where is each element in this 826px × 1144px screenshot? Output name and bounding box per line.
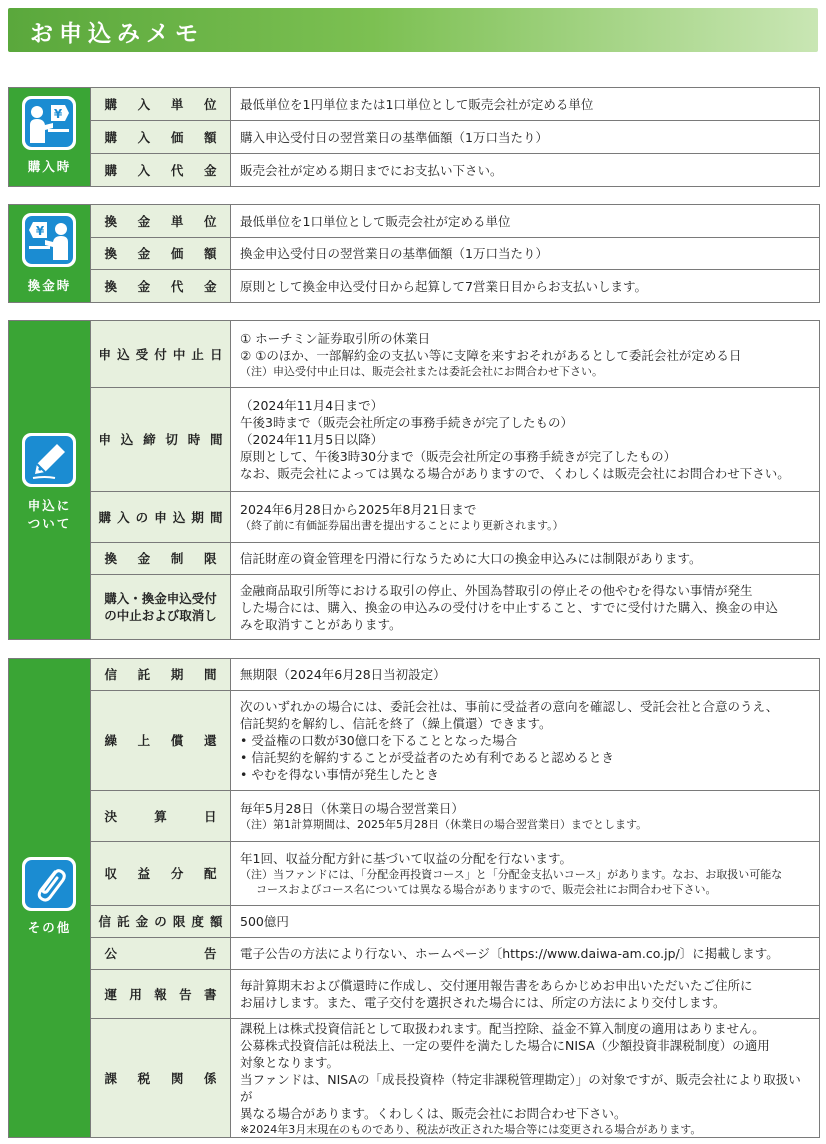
value-redemption-price: 換金申込受付日の翌営業日の基準価額（1万口当たり） (240, 246, 548, 261)
side-label-application-1: 申込に (27, 498, 72, 513)
label-tax: 課税関係 (104, 1070, 217, 1086)
label-redemption-unit: 換金単位 (104, 213, 217, 229)
svg-text:¥: ¥ (35, 224, 45, 238)
cutoff-line-3: （2024年11月5日以降） (240, 432, 384, 447)
suspension-line-2: ② ①のほか、一部解約金の支払い等に支障を来すおそれがあるとして委託会社が定める日 (240, 347, 742, 363)
section-other (8, 658, 820, 1138)
row-settlement (91, 791, 819, 842)
early-bullet-3: • やむを得ない事情が発生したとき (240, 767, 439, 782)
distribution-line-1: 年1回、収益分配方針に基づいて収益の分配を行ないます。 (240, 851, 572, 866)
cancel-line-1: 金融商品取引所等における取引の停止、外国為替取引の停止その他やむを得ない事情が発生 (240, 582, 753, 598)
row-purchase-payment (91, 154, 819, 186)
value-redemption-unit: 最低単位を1口単位として販売会社が定める単位 (240, 213, 511, 229)
row-report (91, 970, 819, 1019)
report-line-1: 毎計算期末および償還時に作成し、交付運用報告書をあらかじめお申出いただいたご住所に (240, 978, 753, 993)
label-report: 運用報告書 (104, 986, 217, 1002)
label-purchase-unit: 購入単位 (104, 96, 217, 112)
value-purchase-unit: 最低単位を1円単位または1口単位として販売会社が定める単位 (240, 96, 594, 112)
label-cancel-1: 購入・換金申込受付 (104, 591, 217, 606)
tax-line-2: 公募株式投資信託は税法上、一定の要件を満たした場合にNISA（少額投資非課税制度）の適用 (240, 1037, 770, 1053)
side-other (9, 659, 91, 1137)
svg-text:¥: ¥ (53, 107, 63, 121)
label-restriction: 換金制限 (104, 551, 217, 566)
suspension-note: （注）申込受付中止日は、販売会社または委託会社にお問合わせ下さい。 (240, 364, 603, 378)
early-line-2: 信託契約を解約し、信託を終了（繰上償還）できます。 (240, 716, 552, 731)
label-term: 信託期間 (104, 667, 217, 682)
section-application (8, 320, 820, 640)
limit-value: 500億円 (240, 914, 289, 929)
buy-person-icon (22, 96, 76, 150)
report-line-2: お届けします。また、電子交付を選択された場合には、所定の方法により交付します。 (240, 995, 726, 1010)
notice-value: 電子公告の方法により行ない、ホームページ〔https://www.daiwa-am.co.jp/〕に掲載します。 (240, 946, 779, 961)
cancel-line-3: みを取消すことがあります。 (240, 616, 402, 632)
row-distribution (91, 842, 819, 906)
tax-line-5: 異なる場合があります。くわしくは、販売会社にお問合わせ下さい。 (240, 1105, 627, 1121)
side-label-purchase: 購入時 (27, 159, 72, 174)
cutoff-line-2: 午後3時まで（販売会社所定の事務手続きが完了したもの） (240, 415, 573, 430)
paperclip-icon (22, 857, 76, 911)
label-period: 購入の申込期間 (98, 509, 223, 525)
period-note: （終了前に有価証券届出書を提出することにより更新されます。） (240, 519, 564, 532)
row-redemption-price (91, 238, 819, 270)
cutoff-line-5: なお、販売会社によっては異なる場合がありますので、くわしくは販売会社にお問合わせ下さい。 (240, 466, 790, 481)
cutoff-line-1: （2024年11月4日まで） (240, 398, 384, 413)
label-suspension: 申込受付中止日 (98, 346, 223, 362)
label-cutoff: 申込締切時間 (98, 432, 223, 447)
row-redemption-unit (91, 205, 819, 238)
label-limit: 信託金の限度額 (98, 914, 223, 929)
label-notice: 公告 (104, 946, 217, 961)
row-term (91, 659, 819, 691)
side-label-redemption: 換金時 (27, 278, 72, 293)
value-redemption-payment: 原則として換金申込受付日から起算して7営業日目からお支払いします。 (240, 278, 647, 294)
side-label-other: その他 (27, 920, 72, 935)
early-bullet-1: • 受益権の口数が30億口を下ることとなった場合 (240, 733, 518, 748)
cutoff-line-4: 原則として、午後3時30分まで（販売会社所定の事務手続きが完了したもの） (240, 449, 677, 464)
row-cancel (91, 575, 819, 639)
row-tax (91, 1019, 819, 1137)
title-banner (8, 8, 818, 52)
restriction-value: 信託財産の資金管理を円滑に行なうために大口の換金申込みには制限があります。 (240, 551, 702, 566)
value-purchase-price: 購入申込受付日の翌営業日の基準価額（1万口当たり） (240, 129, 548, 145)
period-line-1: 2024年6月28日から2025年8月21日まで (240, 502, 477, 517)
row-notice (91, 938, 819, 970)
settlement-line-1: 毎年5月28日（休業日の場合翌営業日） (240, 801, 464, 816)
row-purchase-unit (91, 88, 819, 121)
tax-note: ※2024年3月末現在のものであり、税法が改正された場合等には変更される場合があります。 (240, 1122, 702, 1136)
label-purchase-payment: 購入代金 (104, 162, 217, 178)
label-cancel-2: の中止および取消し (104, 608, 217, 623)
distribution-note-1: （注）当ファンドには、「分配金再投資コース」と「分配金支払いコース」があります。なお、お取扱い可能な (240, 868, 783, 881)
side-redemption (9, 205, 91, 302)
side-purchase (9, 88, 91, 186)
early-line-1: 次のいずれかの場合には、委託会社は、事前に受益者の意向を確認し、受託会社と合意のうえ、 (240, 699, 779, 714)
tax-line-1: 課税上は株式投資信託として取扱われます。配当控除、益金不算入制度の適用はありません。 (240, 1020, 765, 1036)
early-bullet-2: • 信託契約を解約することが受益者のため有利であると認めるとき (240, 750, 614, 765)
label-redemption-payment: 換金代金 (104, 278, 217, 294)
section-redemption (8, 204, 820, 303)
row-period (91, 492, 819, 543)
row-purchase-price (91, 121, 819, 154)
label-purchase-price: 購入価額 (104, 129, 217, 145)
cancel-line-2: した場合には、購入、換金の申込みの受付けを中止すること、すでに受付けた購入、換金の申込 (240, 599, 778, 615)
settlement-note: （注）第1計算期間は、2025年5月28日（休業日の場合翌営業日）までとします。 (240, 818, 648, 831)
label-settlement: 決算日 (104, 808, 217, 824)
tax-line-3: 対象となります。 (240, 1054, 340, 1070)
row-restriction (91, 543, 819, 575)
row-limit (91, 906, 819, 938)
value-purchase-payment: 販売会社が定める期日までにお支払い下さい。 (240, 162, 503, 178)
label-distribution: 収益分配 (104, 866, 217, 881)
row-cutoff (91, 388, 819, 492)
row-early-redemption (91, 691, 819, 791)
tax-line-4: 当ファンドは、NISAの「成長投資枠（特定非課税管理勘定）」の対象ですが、販売会社により取扱いが (240, 1071, 801, 1104)
page-title: お申込みメモ (30, 21, 204, 47)
side-application (9, 321, 91, 639)
label-redemption-price: 換金価額 (104, 246, 217, 261)
label-early-redemption: 繰上償還 (104, 733, 217, 748)
pen-icon (22, 433, 76, 487)
section-purchase (8, 87, 820, 187)
term-value: 無期限（2024年6月28日当初設定） (240, 667, 446, 682)
redeem-person-icon (22, 213, 76, 267)
row-redemption-payment (91, 270, 819, 302)
side-label-application-2: ついて (27, 516, 72, 531)
distribution-note-2: コースおよびコース名については異なる場合がありますので、販売会社にお問合わせ下さい。 (256, 883, 717, 896)
suspension-line-1: ① ホーチミン証券取引所の休業日 (240, 330, 431, 346)
row-suspension (91, 321, 819, 388)
